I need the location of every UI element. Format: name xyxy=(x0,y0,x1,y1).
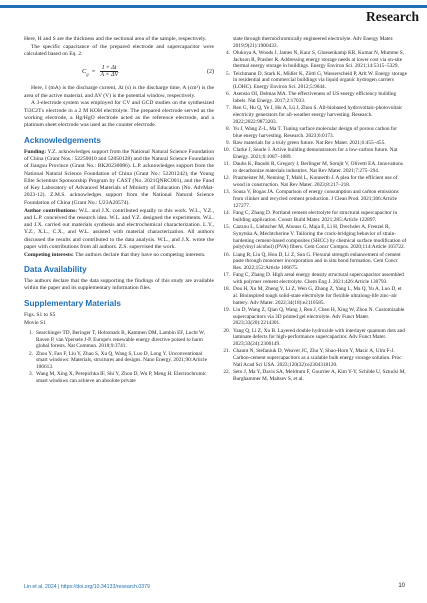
intro-paragraph-1: Here, H and S are the thickness and the sectional area of the sample, respectively. xyxy=(24,36,207,42)
equation-fraction xyxy=(98,65,120,78)
equation-numerator: I × Δt xyxy=(102,65,117,72)
reference-item: 15. Cazzou L, Liebscher M, Ahouss G, Maja E, Li H, Drechsler A, Frenzel R, Synytska A, Mechtcherine V. Tailoring the crack-bridging behavior of strain-hardening cement-based composites (SHCC) by chemical surface modification of poly(vinyl alcohol) (PVA) fibers. Cem Concr Compos. 2020;114:Article 103722. xyxy=(223,224,407,251)
reference-item: 18. Dou H, Xu M, Zheng Y, Li Z, Wen G, Zhang Z, Yang L, Ma Q, Yu A, Luo D, et al. Bioinspired tough solid-state electrolyte for flexible ultralong-life zinc–air battery. Adv Mater. 2022;34(18):e2110585. xyxy=(223,286,402,306)
reference-item: 1. Searchinger TD, Beringer T, Holtsmark B, Kammen DM, Lambin EF, Lucht W, Raven P, van Ypersele J-P. Europe's renewable energy directive poised to harm global forests. Nat Commun. 2018;9:3741. xyxy=(29,329,205,350)
competing-interests-paragraph xyxy=(24,252,214,259)
equation-number: (2) xyxy=(207,68,214,75)
reference-item: 12. Prasmeister M, Nenning T, Mahl L, Konnerth J. A plea for the efficient use of wood in construction. Nat Rev Mater. 2023;8:217–218. xyxy=(223,175,398,189)
reference-item: 19. Liu D, Wang Z, Qian Q, Wang J, Ren J, Chen H, Xing W, Zhou N. Customizable supercapacitors via 3D printed gel electrolyte. Adv Funct Mater. 2023;33(20):2214301. xyxy=(223,306,405,327)
reference-item: 13. Sousa V, Bogas JA. Comparison of energy consumption and carbon emissions from clinker and recycled cement production. J Clean Prod. 2021;306:Article 127277. xyxy=(223,189,399,209)
right-column xyxy=(221,36,407,383)
left-column xyxy=(24,36,214,385)
competing-interests-lead: Competing interests: xyxy=(24,251,74,258)
acknowledgements-heading: Acknowledgements xyxy=(24,135,101,145)
reference-list-left xyxy=(24,330,214,385)
equation-equals: = xyxy=(91,68,96,76)
reference-list-right xyxy=(221,36,407,382)
author-contributions-text: W.L. and J.X. contributed equally to this work. W.L., Y.Z., and L.P. conceived the research idea. W.L. and Y.Z. designed the experiments. W.L. and J.X. carried out materials synthesis and electrochemical characterization. L.Y., Y.Z., X.L., C.X., and W.L. assisted with material characterization. All authors discussed the results and contributed to the data analysis. W.L., and J.X. wrote the paper with contributions from all authors. Z.S. supervised the work. xyxy=(24,207,215,251)
equation-2 xyxy=(24,65,214,78)
reference-item: 5. Teichmann D, Stark K, Müller K, Zöttl G, Wasserscheid P, Arlt W. Energy storage in residential and commercial buildings via liquid organic hydrogen carriers (LOHC). Energy Environ Sci. 2012;5:9044. xyxy=(226,70,407,91)
funding-text: Y.Z. acknowledges support from the National Natural Science Foundation of China (Grant Nos.: 52250010 and 52050128) and the Natural Science Foundation of Jiangsu Province (Grant No.: BK20230086). L.P. acknowledges support from the National Natural Science Foundation of China (Grant No.: 52201242), the Young Elite Scientists Sponsorship Program by CAST (No. 2021QNRC001), and the Fund of Key Laboratory of Advanced Materials of Ministry of Education (No. AdvMat-2023-12). Z.M.S. acknowledges support from the National Natural Science Foundation of China (Grant No.: U23A20574). xyxy=(24,148,214,206)
data-availability-text: The authors declare that the data supporting the findings of this study are available within the paper and its supplementary information files. xyxy=(24,278,214,292)
footer-citation[interactable]: Lin et al. 2024 | https://doi.org/10.34133/research.0379 xyxy=(24,584,150,590)
data-availability-heading: Data Availability xyxy=(24,265,87,275)
equation-description: Here, I (mA) is the discharge current, Δt (s) is the discharge time, A (cm²) is the area of the active material, and ΔV (V) is the potential window, respectively. xyxy=(24,85,214,99)
intro-paragraph-2: The specific capacitance of the prepared electrode and supercapacitor were calculated based on Eq. 2. xyxy=(24,43,214,58)
reference-item: 16. Liang R, Liu Q, Hou D, Li Z, Sun G. Flexural strength enhancement of cement paste through monomer incorporation and in situ bond formation. Cem Concr Res. 2022;152:Article 106675. xyxy=(223,251,401,271)
reference-item: 14. Fang C, Zhang D. Portland cement electrolyte for structural supercapacitor in building application. Constr Build Mater. 2021;285:Article 122897. xyxy=(223,210,398,223)
reference-item: 17. Fang C, Zhang D. High areal energy density structural supercapacitor assembled with polymer cement electrolyte. Chem Eng J. 2021;426:Article 130793. xyxy=(223,272,404,285)
reference-item: 8. Yu J, Wang Z-L, Ma T. Tuning surface molecular design of porous carbon for blue energy harvesting. Research. 2023;6:0173. xyxy=(226,126,398,139)
supplementary-item: Movie S1 xyxy=(24,319,46,326)
reference-item: 3. Wang M, Xing X, Perepichka IF, Shi Y, Zhou D, Wu P, Meng H. Electrochromic smart windows can achieve an absolute private xyxy=(29,371,207,384)
reference-item: 11. Dauhs K, Baoubi R, Gregory J, Berlinger M, Somjit V, Olivetti EA. Innovations to decarbonize materials industries. Nat Rev Mater. 2021;7:275–294. xyxy=(223,161,403,175)
supplementary-item: Figs. S1 to S5 xyxy=(24,311,56,318)
equation-lhs: $C_g$ xyxy=(82,67,89,77)
supplementary-materials-heading: Supplementary Materials xyxy=(24,298,121,308)
funding-lead: Funding: xyxy=(24,148,47,155)
reference-item: 22. Seto J, Ma Y, Davis SA, Meldrum F, Gourrier A, Kim Y-Y, Schilde U, Sztucki M, Burghammer M, Maltsev S, et al. xyxy=(223,369,406,382)
reference-item: 10. Clarke J, Searle J. Active building demonstrators for a low-carbon future. Nat Energy. 2021;6:1087–1089. xyxy=(223,147,398,161)
journal-title: Research xyxy=(366,9,419,24)
competing-interests-text: The authors declare that they have no competing interests. xyxy=(73,251,206,258)
author-contributions-paragraph xyxy=(24,208,214,252)
reference-item: 4. Olukoya A, Woods J, James N, Kaur S, Gluesenkamp KR, Kumar N, Mumme S, Jackson R, Prasher R. Addressing energy storage needs at lower cost via on-site thermal energy storage in buildings. Energy Environ Sci. 2021;14:5315–5329. xyxy=(226,50,405,70)
reference-item: 9. Raw materials for a truly green future. Nat Rev Mater. 2021;6:455–455. xyxy=(226,140,386,147)
reference-item: 6. Asensio OI, Delmas MA. The effectiveness of US energy efficiency building labels. Nat Energy. 2017;2:17033. xyxy=(226,91,397,105)
author-contributions-lead: Author contributions: xyxy=(24,207,78,214)
header-rule xyxy=(0,5,427,8)
equation-denominator: A × ΔV xyxy=(100,72,119,79)
reference-item: 2. Zhou Y, Fan F, Liu Y, Zhao S, Xu Q, Wang S, Luo D, Long Y. Unconventional smart windows: Materials, structures and designs. Nano Energy. 2021;90:Article 106613. xyxy=(29,350,207,370)
reference-item: 20. Yang Q, Li Z, Xu B. Layered double hydroxide with interlayer quantum dots and laminate defects for high-performance supercapacitor. Adv Funct Mater. 2023;33(24):2300149. xyxy=(223,327,405,348)
reference-item: 21. Chaunt N, Stefaniuk D, Weaver JC, Zhu Y, Shao-Horn Y, Masic A, Ulm F-J. Carbon-cement supercapacitors as a scalable bulk energy storage solution. Proc Natl Acad Sci USA. 2023;120(32):e2304318120. xyxy=(223,348,402,368)
reference-item-continued: state through thermochromically engineered electrolyte. Adv Energy Mater. 2019;9(21):1900433. xyxy=(233,36,394,49)
funding-paragraph xyxy=(24,149,214,207)
reference-item: 7. Ren G, Hu Q, Ye J, Hu A, Lü J, Zhou S. All-biobased hydrovoltaic-photovoltaic electricity generators for all-weather energy harvesting. Research. 2022;2022:9873203. xyxy=(226,105,403,125)
electrode-description: A 3-electrode system was employed for CV and GCD studies on the synthesized Ti3C2Tx electrode in a 2 M KOH electrolyte. The prepared electrode served as the working electrode, a Hg/HgO electrode acted as the reference electrode, and a platinum sheet electrode was used as the counter electrode. xyxy=(24,100,214,129)
page-number: 10 xyxy=(398,583,405,589)
